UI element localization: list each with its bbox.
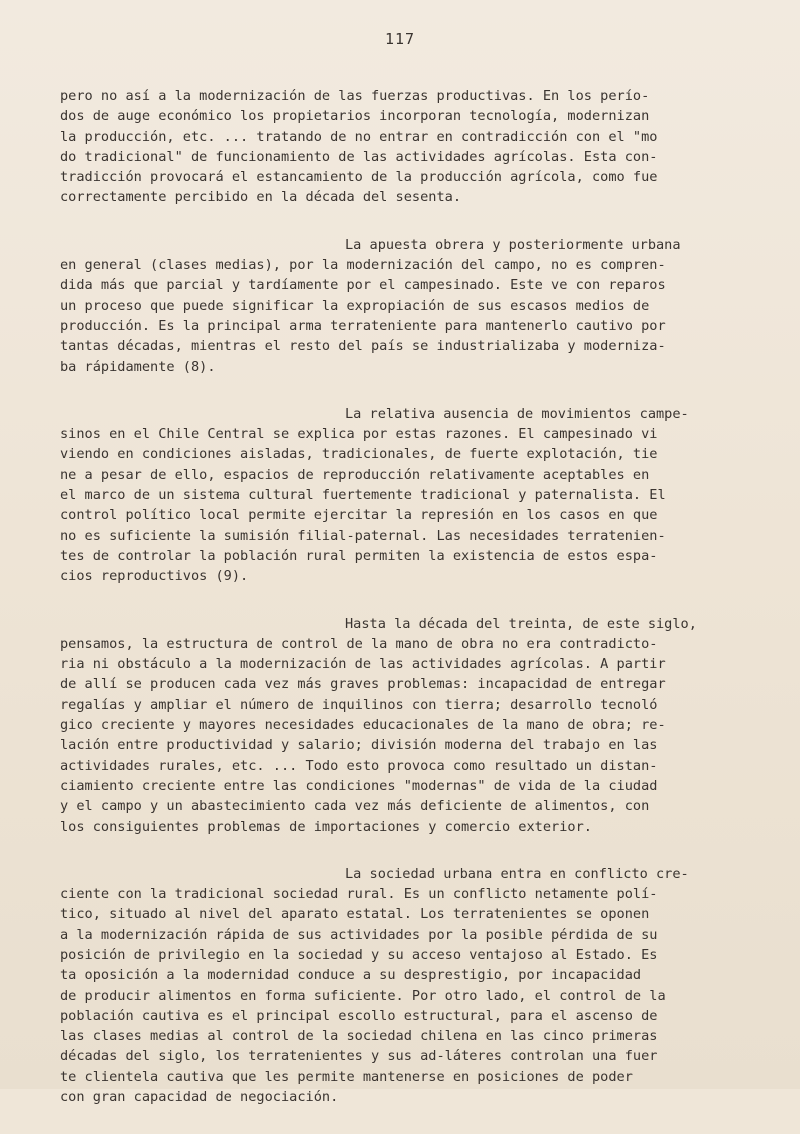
text-line: Hasta la década del treinta, de este siglo, [345,615,697,632]
text-line: lación entre productividad y salario; división moderna del trabajo en las [60,737,658,754]
text-line: pensamos, la estructura de control de la mano de obra no era contradicto- [60,635,658,652]
text-line: ciente con la tradicional sociedad rural. Es un conflicto netamente polí- [60,886,658,903]
page-number: 117 [384,30,416,48]
text-line: ta oposición a la modernidad conduce a su desprestigio, por incapacidad [60,967,642,984]
text-line: de allí se producen cada vez más graves problemas: incapacidad de entregar [60,676,666,693]
text-line: control político local permite ejercitar la represión en los casos en que [60,507,658,524]
paragraph [60,864,740,1108]
text-line: en general (clases medias), por la modernización del campo, no es compren- [60,257,666,274]
text-line: La sociedad urbana entra en conflicto cre- [345,865,689,882]
text-line: correctamente percibido en la década del sesenta. [60,189,462,206]
text-line: tes de controlar la población rural permiten la existencia de estos espa- [60,547,658,564]
text-line: con gran capacidad de negociación. [60,1089,339,1106]
text-line: el marco de un sistema cultural fuertemente tradicional y paternalista. El [60,487,666,504]
text-line: décadas del siglo, los terratenientes y sus ad-láteres controlan una fuer [60,1048,658,1065]
paragraph [60,614,740,837]
text-line: los consiguientes problemas de importaciones y comercio exterior. [60,818,592,835]
text-line: tradicción provocará el estancamiento de la producción agrícola, como fue [60,169,658,186]
paragraph [60,235,740,377]
text-line: a la modernización rápida de sus actividades por la posible pérdida de su [60,926,658,943]
text-line: no es suficiente la sumisión filial-paternal. Las necesidades terratenien- [60,527,666,544]
text-line: viendo en condiciones aisladas, tradicionales, de fuerte explotación, tie [60,446,658,463]
text-line: sinos en el Chile Central se explica por estas razones. El campesinado vi [60,426,658,443]
text-line: actividades rurales, etc. ... Todo esto provoca como resultado un distan- [60,757,658,774]
paragraph [60,86,740,208]
text-line: ciamiento creciente entre las condiciones "modernas" de vida de la ciudad [60,777,658,794]
text-line: te clientela cautiva que les permite mantenerse en posiciones de poder [60,1068,633,1085]
text-line: producción. Es la principal arma terrateniente para mantenerlo cautivo por [60,317,666,334]
text-line: de producir alimentos en forma suficiente. Por otro lado, el control de la [60,987,666,1004]
text-line: pero no así a la modernización de las fuerzas productivas. En los perío- [60,88,650,104]
text-line: La relativa ausencia de movimientos campe- [345,405,689,422]
paragraph [60,404,740,587]
text-line: población cautiva es el principal escollo estructural, para el ascenso de [60,1007,658,1024]
text-line: do tradicional" de funcionamiento de las actividades agrícolas. Esta con- [60,148,658,165]
text-line: regalías y ampliar el número de inquilinos con tierra; desarrollo tecnoló [60,696,658,713]
text-line: ne a pesar de ello, espacios de reproducción relativamente aceptables en [60,466,650,483]
text-line: ba rápidamente (8). [60,358,216,375]
text-line: tantas décadas, mientras el resto del país se industrializaba y moderniza- [60,338,666,355]
text-line: La apuesta obrera y posteriormente urbana [345,236,681,253]
text-line: cios reproductivos (9). [60,568,249,585]
text-line: y el campo y un abastecimiento cada vez más deficiente de alimentos, con [60,798,650,815]
text-line: la producción, etc. ... tratando de no entrar en contradicción con el "mo [60,128,658,145]
text-line: posición de privilegio en la sociedad y su acceso ventajoso al Estado. Es [60,946,658,963]
body-text [60,86,740,1134]
text-line: dida más que parcial y tardíamente por el campesinado. Este ve con reparos [60,277,666,294]
text-line: dos de auge económico los propietarios incorporan tecnología, modernizan [60,108,650,125]
text-line: ria ni obstáculo a la modernización de las actividades agrícolas. A partir [60,656,666,673]
text-line: tico, situado al nivel del aparato estatal. Los terratenientes se oponen [60,906,650,923]
text-line: las clases medias al control de la sociedad chilena en las cinco primeras [60,1028,658,1045]
text-line: gico creciente y mayores necesidades educacionales de la mano de obra; re- [60,717,666,734]
text-line: un proceso que puede significar la expropiación de sus escasos medios de [60,297,650,314]
